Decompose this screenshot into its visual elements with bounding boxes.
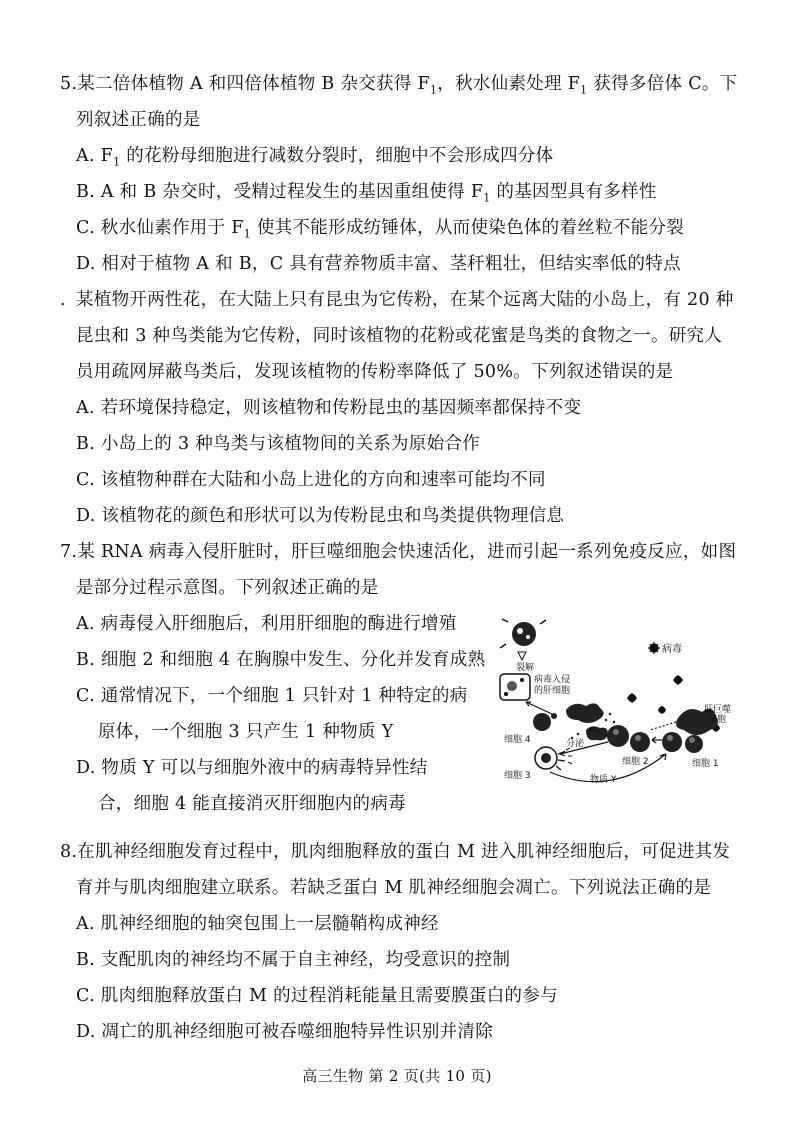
q5-option-c <box>76 216 684 240</box>
q5-stem-text-c: 获得多倍体 C。下 <box>587 74 738 94</box>
q7-option-c-line-2: 原体，一个细胞 3 只产生 1 种物质 Y <box>98 722 394 742</box>
q5-option-b <box>76 180 657 204</box>
q5-stem-text-b: ，秋水仙素处理 F <box>437 74 581 94</box>
label-infected-2: 的肝细胞 <box>534 686 571 696</box>
label-virus: 病毒 <box>662 644 682 655</box>
q6-option-b: B. 小岛上的 3 种鸟类与该植物间的关系为原始合作 <box>76 434 481 454</box>
label-cell-2: 细胞 2 <box>622 757 649 767</box>
q5-option-a-text-b: 的花粉母细胞进行减数分裂时，细胞中不会形成四分体 <box>120 146 554 166</box>
q8-option-a: A. 肌神经细胞的轴突包围上一层髓鞘构成神经 <box>76 914 439 934</box>
lysed-cell-icon <box>500 619 546 660</box>
q7-option-d-line-1: D. 物质 Y 可以与细胞外液中的病毒特异性结 <box>76 758 428 778</box>
label-cell-4: 细胞 4 <box>504 735 531 745</box>
q8-stem-line-2: 育并与肌肉细胞建立联系。若缺乏蛋白 M 肌神经细胞会凋亡。下列说法正确的是 <box>76 878 712 898</box>
q5-option-b-sub: 1 <box>483 191 491 205</box>
q7-stem-line-1: 7.某 RNA 病毒入侵肝脏时，肝巨噬细胞会快速活化，进而引起一系列免疫反应，如图 <box>60 542 737 562</box>
antigen-presenting-cell-icon <box>566 703 608 740</box>
q5-stem-sub-1: 1 <box>429 83 438 97</box>
q6-stem-line-2: 昆虫和 3 种鸟类能为它传粉，同时该植物的花粉或花蜜是鸟类的食物之一。研究人 <box>76 326 723 346</box>
q8-stem-line-1: 8.在肌神经细胞发育过程中，肌肉细胞释放的蛋白 M 进入肌神经细胞后，可促进其发 <box>60 842 731 862</box>
q5-stem-text-a: 5.某二倍体植物 A 和四倍体植物 B 杂交获得 F <box>60 74 430 94</box>
q6-stem-text-1: 某植物开两性花，在大陆上只有昆虫为它传粉，在某个远离大陆的小岛上，有 20 种 <box>76 290 734 310</box>
q6-stem-line-1 <box>60 288 734 312</box>
page-footer: 高三生物 第 2 页(共 10 页) <box>302 1067 492 1085</box>
label-cell-1: 细胞 1 <box>692 759 719 769</box>
label-cell-3: 细胞 3 <box>504 771 531 781</box>
q5-stem-line-2: 列叙述正确的是 <box>76 110 201 130</box>
q7-option-c-line-1: C. 通常情况下，一个细胞 1 只针对 1 种特定的病 <box>76 686 468 706</box>
q5-option-d: D. 相对于植物 A 和 B，C 具有营养物质丰富、茎秆粗壮，但结实率低的特点 <box>76 254 681 274</box>
q6-number-smudge: . <box>60 290 66 310</box>
q7-option-a: A. 病毒侵入肝细胞后，利用肝细胞的酶进行增殖 <box>76 614 457 634</box>
label-kupffer-2: 细胞 <box>708 715 727 725</box>
q5-option-c-text-b: 使其不能形成纺锤体，从而使染色体的着丝粒不能分裂 <box>251 218 685 238</box>
q5-option-c-text-a: C. 秋水仙素作用于 F <box>76 218 244 238</box>
label-lysis: 裂解 <box>516 663 535 673</box>
q5-option-a <box>76 144 553 168</box>
q5-option-c-sub: 1 <box>243 227 252 241</box>
q6-stem-line-3: 员用疏网屏蔽鸟类后，发现该植物的传粉率降低了 50%。下列叙述错误的是 <box>76 362 674 382</box>
q7-stem-line-2: 是部分过程示意图。下列叙述正确的是 <box>76 578 379 598</box>
q5-option-a-text-a: A. F <box>76 146 114 166</box>
q5-option-b-text-b: 的基因型具有多样性 <box>490 182 657 202</box>
q5-option-b-text-a: B. A 和 B 杂交时，受精过程发生的基因重组使得 F <box>76 182 484 202</box>
cell-1-icon <box>662 732 703 753</box>
q5-stem-sub-2: 1 <box>580 83 588 97</box>
q8-option-c: C. 肌肉细胞释放蛋白 M 的过程消耗能量且需要膜蛋白的参与 <box>76 986 558 1006</box>
q6-option-c: C. 该植物种群在大陆和小岛上进化的方向和速率可能均不同 <box>76 470 546 490</box>
q6-option-a: A. 若环境保持稳定，则该植物和传粉昆虫的基因频率都保持不变 <box>76 398 582 418</box>
q5-stem-line-1 <box>60 72 738 96</box>
q7-option-d-line-2: 合，细胞 4 能直接消灭肝细胞内的病毒 <box>98 794 406 814</box>
q8-option-b: B. 支配肌肉的神经均不属于自主神经，均受意识的控制 <box>76 950 511 970</box>
cell-3-icon <box>535 747 572 770</box>
label-infected-1: 病毒入侵 <box>534 675 571 685</box>
q8-option-d: D. 凋亡的肌神经细胞可被吞噬细胞特异性识别并清除 <box>76 1022 494 1042</box>
label-kupffer-1: 肝巨噬 <box>704 705 732 715</box>
infected-liver-cell-icon <box>500 674 530 700</box>
q7-option-b: B. 细胞 2 和细胞 4 在胸腺中发生、分化并发育成熟 <box>76 650 486 670</box>
label-secrete: 分泌 <box>566 739 585 749</box>
cell-2-icon <box>607 725 650 752</box>
q5-option-a-sub: 1 <box>113 155 121 169</box>
immune-response-diagram <box>490 618 752 788</box>
q6-option-d: D. 该植物花的颜色和形状可以为传粉昆虫和鸟类提供物理信息 <box>76 506 565 526</box>
label-substance-y: 物质 Y <box>590 775 617 785</box>
cell-4-icon <box>533 713 557 731</box>
